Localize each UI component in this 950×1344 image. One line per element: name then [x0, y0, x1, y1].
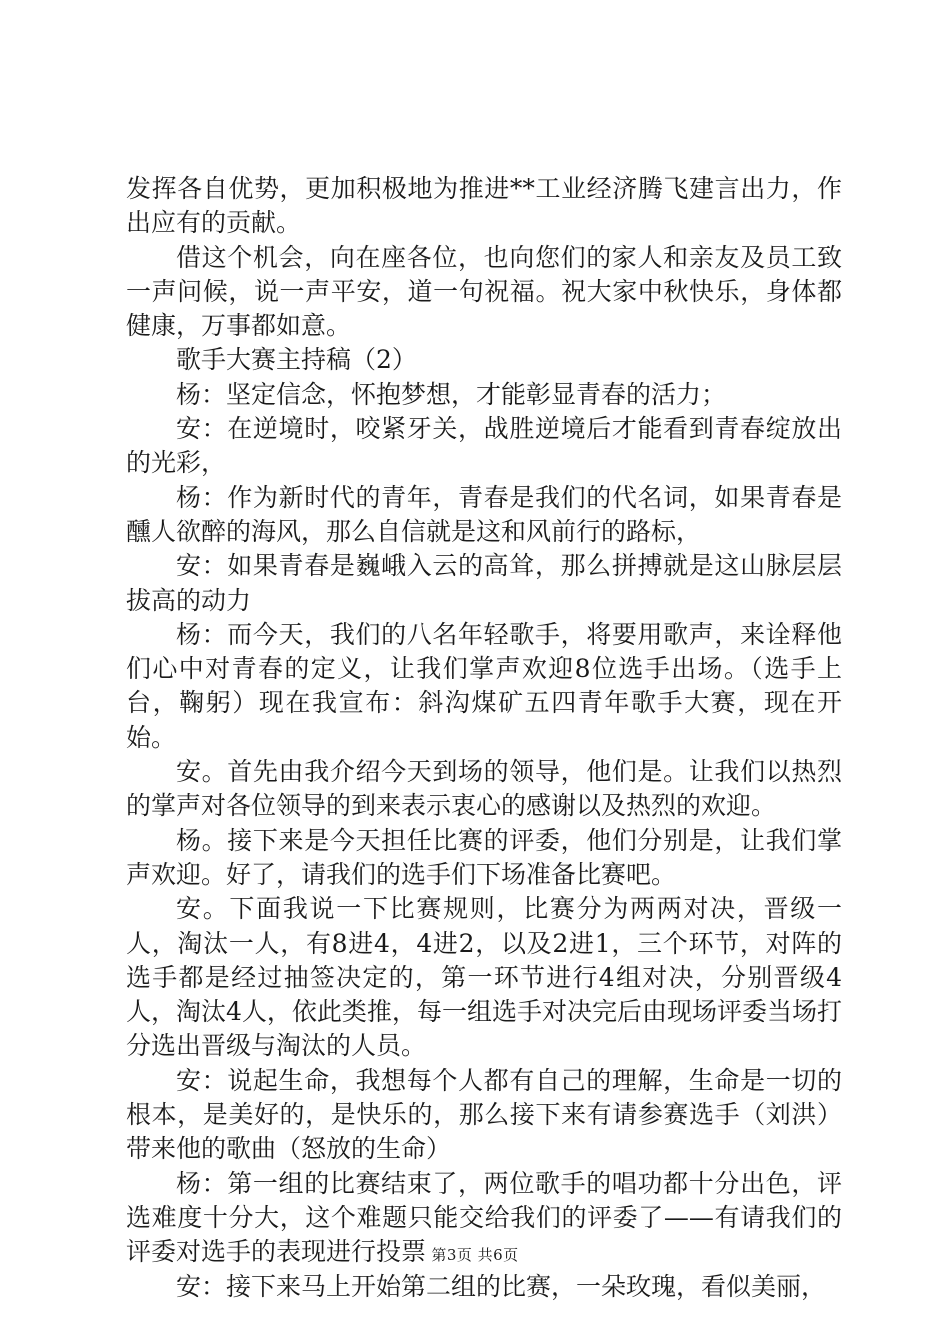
- paragraph: 杨。接下来是今天担任比赛的评委，他们分别是，让我们掌声欢迎。好了，请我们的选手们下场准备比赛吧。: [126, 825, 842, 889]
- section-heading: 歌手大赛主持稿（2）: [176, 345, 417, 375]
- paragraph: 安：接下来马上开始第二组的比赛，一朵玫瑰，看似美丽，: [176, 1271, 827, 1301]
- paragraph: 借这个机会，向在座各位，也向您们的家人和亲友及员工致一声问候，说一声平安，道一句祝福。祝大家中秋快乐，身体都健康，万事都如意。: [126, 242, 842, 341]
- paragraph: 杨：第一组的比赛结束了，两位歌手的唱功都十分出色，评选难度十分大，这个难题只能交给我们的评委了——有请我们的评委对选手的表现进行投票: [126, 1168, 842, 1267]
- paragraph: 杨：坚定信念，怀抱梦想，才能彰显青春的活力；: [176, 379, 727, 409]
- paragraph: 杨：而今天，我们的八名年轻歌手，将要用歌声，来诠释他们心中对青春的定义，让我们掌声欢迎8位选手出场。（选手上台，鞠躬）现在我宣布：斜沟煤矿五四青年歌手大赛，现在开始。: [126, 619, 842, 752]
- page-number-footer: 第3页 共6页: [431, 1246, 519, 1264]
- paragraph: 安。下面我说一下比赛规则，比赛分为两两对决，晋级一人，淘汰一人，有8进4，4进2，以及2进1，三个环节，对阵的选手都是经过抽签决定的，第一环节进行4组对决，分别晋级4人，淘汰4人，依此类推，每一组选手对决完后由现场评委当场打分选出晋级与淘汰的人员。: [126, 894, 842, 1061]
- paragraph: 安：在逆境时，咬紧牙关，战胜逆境后才能看到青春绽放出的光彩，: [126, 414, 842, 478]
- paragraph: 安：说起生命，我想每个人都有自己的理解，生命是一切的根本，是美好的，是快乐的，那么接下来有请参赛选手（刘洪）带来他的歌曲（怒放的生命）: [126, 1065, 842, 1164]
- paragraph: 杨：作为新时代的青年，青春是我们的代名词，如果青春是醺人欲醉的海风，那么自信就是这和风前行的路标，: [126, 482, 842, 546]
- paragraph: 安。首先由我介绍今天到场的领导，他们是。让我们以热烈的掌声对各位领导的到来表示衷心的感谢以及热烈的欢迎。: [126, 757, 842, 821]
- paragraph: 发挥各自优势，更加积极地为推进**工业经济腾飞建言出力，作出应有的贡献。: [126, 174, 842, 238]
- paragraph: 安：如果青春是巍峨入云的高耸，那么拼搏就是这山脉层层拔高的动力: [126, 551, 842, 615]
- document-body: [126, 172, 842, 1304]
